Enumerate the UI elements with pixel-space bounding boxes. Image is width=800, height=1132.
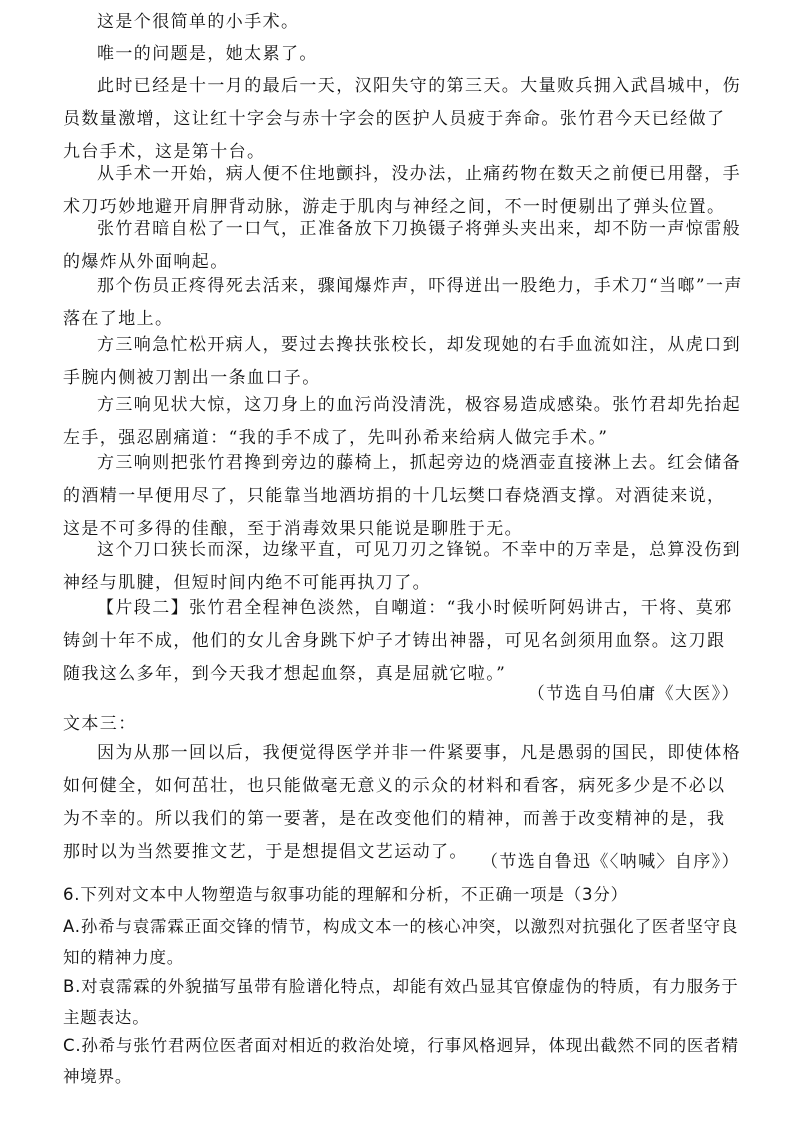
source-citation-dayi: （节选自马伯庸《大医》） (527, 684, 740, 704)
paragraph-2: 唯一的问题是，她太累了。 (97, 44, 318, 64)
source-citation-nahan: （节选自鲁迅《〈呐喊〉自序》） (481, 852, 740, 872)
question-option-c: C.孙希与张竹君两位医者面对相近的救治处境，行事风格迥异，体现出截然不同的医者精神境界。 (63, 1036, 739, 1086)
paragraph-10: 这个刀口狭长而深，边缘平直，可见刀刃之锋锐。不幸中的万幸是，总算没伤到神经与肌腱，但短时间内绝不可能再执刀了。 (63, 540, 741, 593)
paragraph-1: 这是个很简单的小手术。 (97, 12, 300, 32)
question-option-a: A.孙希与袁霈霖正面交锋的情节，构成文本一的核心冲突，以激烈对抗强化了医者坚守良知的精神力度。 (63, 917, 739, 967)
text3-paragraph: 因为从那一回以后，我便觉得医学并非一件紧要事，凡是愚弱的国民，即使体格如何健全，如何茁壮，也只能做毫无意义的示众的材料和看客，病死多少是不必以为不幸的。所以我们的第一要著，是在改变他们的精神，而善于改变精神的是，我那时以为当然要推文艺，于是想提倡文艺运动了。 (63, 743, 741, 862)
paragraph-6: 那个伤员正疼得死去活来，骤闻爆炸声，吓得迸出一股绝力，手术刀“当啷”一声落在了地上。 (63, 276, 743, 329)
paragraph-7: 方三响急忙松开病人，要过去搀扶张校长，却发现她的右手血流如注，从虎口到手腕内侧被刀割出一条血口子。 (63, 335, 741, 388)
text3-label: 文本三： (63, 714, 137, 734)
paragraph-3: 此时已经是十一月的最后一天，汉阳失守的第三天。大量败兵拥入武昌城中，伤员数量激增，这让红十字会与赤十字会的医护人员疲于奔命。张竹君今天已经做了九台手术，这是第十台。 (63, 76, 741, 162)
paragraph-9: 方三响则把张竹君搀到旁边的藤椅上，抓起旁边的烧酒壶直接淋上去。红会储备的酒精一早便用尽了，只能靠当地酒坊捐的十几坛樊口春烧酒支撑。对酒徒来说，这是不可多得的佳酿，至于消毒效果只能说是聊胜于无。 (63, 453, 741, 539)
question-stem: 6.下列对文本中人物塑造与叙事功能的理解和分析，不正确一项是（3分） (63, 885, 628, 904)
paragraph-5: 张竹君暗自松了一口气，正准备放下刀换镊子将弹头夹出来，却不防一声惊雷般的爆炸从外面响起。 (63, 219, 741, 272)
paragraph-11-segment-two: 【片段二】张竹君全程神色淡然，自嘲道：“我小时候听阿妈讲古，干将、莫邪铸剑十年不成，他们的女儿舍身跳下炉子才铸出神器，可见名剑须用血祭。这刀跟随我这么多年，到今天我才想起血祭，真是屈就它啦。” (63, 598, 733, 684)
question-option-b: B.对袁霈霖的外貌描写虽带有脸谱化特点，却能有效凸显其官僚虚伪的特质，有力服务于主题表达。 (63, 977, 739, 1027)
paragraph-8: 方三响见状大惊，这刀身上的血污尚没清洗，极容易造成感染。张竹君却先抬起左手，强忍剧痛道：“我的手不成了，先叫孙希来给病人做完手术。” (63, 395, 741, 448)
paragraph-4: 从手术一开始，病人便不住地颤抖，没办法，止痛药物在数天之前便已用罄，手术刀巧妙地避开肩胛背动脉，游走于肌肉与神经之间，不一时便剔出了弹头位置。 (63, 164, 741, 217)
